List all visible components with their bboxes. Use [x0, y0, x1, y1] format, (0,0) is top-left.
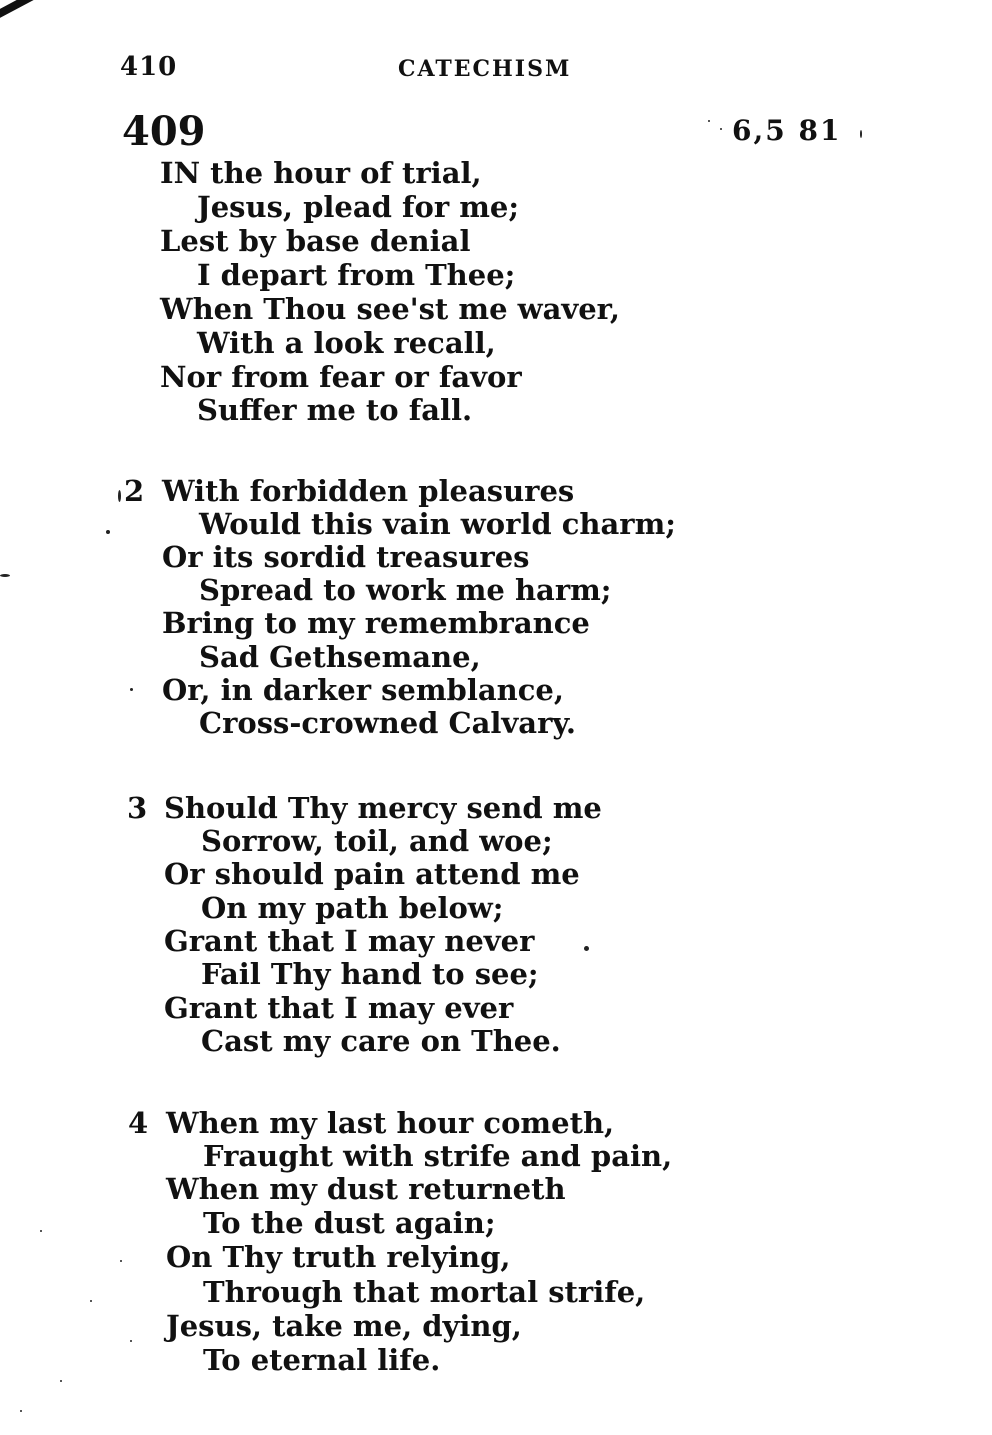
scan-speck	[708, 120, 710, 122]
stanza-line: Or should pain attend me	[164, 857, 580, 891]
stanza-line: Or, in darker semblance,	[162, 673, 564, 707]
stanza-line: Should Thy mercy send me	[164, 791, 602, 825]
scan-speck	[130, 1340, 132, 1342]
scan-speck	[90, 1300, 92, 1302]
stanza-line: On my path below;	[201, 891, 504, 925]
scan-speck	[118, 490, 121, 502]
scan-speck	[0, 574, 10, 577]
stanza-line: Grant that I may ever	[164, 991, 514, 1025]
stanza-line: Would this vain world charm;	[199, 507, 676, 541]
stanza-number: 3	[127, 791, 148, 825]
running-header-title: CATECHISM	[398, 56, 572, 82]
stanza-line: Suffer me to fall.	[197, 393, 473, 427]
scan-speck	[860, 130, 862, 138]
stanza-line: When my dust returneth	[166, 1172, 566, 1206]
stanza-line: With a look recall,	[197, 326, 496, 360]
stanza-line: Fail Thy hand to see;	[201, 957, 539, 991]
scan-speck	[130, 688, 133, 691]
scan-speck	[720, 128, 722, 130]
stanza-line: Through that mortal strife,	[203, 1275, 646, 1309]
page-number: 410	[120, 52, 178, 82]
scan-speck	[106, 530, 110, 534]
stanza-line: Spread to work me harm;	[199, 573, 612, 607]
stanza-line: IN the hour of trial,	[160, 156, 482, 190]
stanza-line: Cast my care on Thee.	[201, 1024, 561, 1058]
stanza-line: Sad Gethsemane,	[199, 640, 481, 674]
stanza-line: Bring to my remembrance	[162, 606, 590, 640]
stanza-line: Grant that I may never	[164, 924, 535, 958]
scan-speck	[40, 1230, 42, 1232]
stanza-line: Lest by base denial	[160, 224, 471, 258]
stanza-line: To the dust again;	[203, 1206, 496, 1240]
scan-speck	[120, 1260, 122, 1262]
stanza-line: When Thou see'st me waver,	[160, 292, 620, 326]
scan-speck	[584, 946, 589, 951]
hymn-meter: 6,5 81	[732, 114, 842, 147]
scan-speck	[20, 1410, 22, 1412]
stanza-number: 2	[124, 474, 145, 508]
scan-corner-mark	[0, 0, 79, 28]
scan-speck	[60, 1380, 62, 1382]
stanza-line: Jesus, take me, dying,	[166, 1309, 522, 1343]
stanza-number: 4	[128, 1106, 149, 1140]
stanza-line: Fraught with strife and pain,	[203, 1139, 673, 1173]
stanza-line: Nor from fear or favor	[160, 360, 522, 394]
stanza-line: Or its sordid treasures	[162, 540, 530, 574]
stanza-line: To eternal life.	[203, 1343, 441, 1377]
stanza-line: When my last hour cometh,	[166, 1106, 615, 1140]
stanza-line: With forbidden pleasures	[162, 474, 575, 508]
stanza-line: Sorrow, toil, and woe;	[201, 824, 553, 858]
stanza-line: Cross-crowned Calvary.	[199, 706, 576, 740]
hymn-number: 409	[122, 108, 206, 155]
stanza-line: On Thy truth relying,	[166, 1240, 511, 1274]
stanza-line: Jesus, plead for me;	[197, 190, 520, 224]
stanza-line: I depart from Thee;	[197, 258, 516, 292]
